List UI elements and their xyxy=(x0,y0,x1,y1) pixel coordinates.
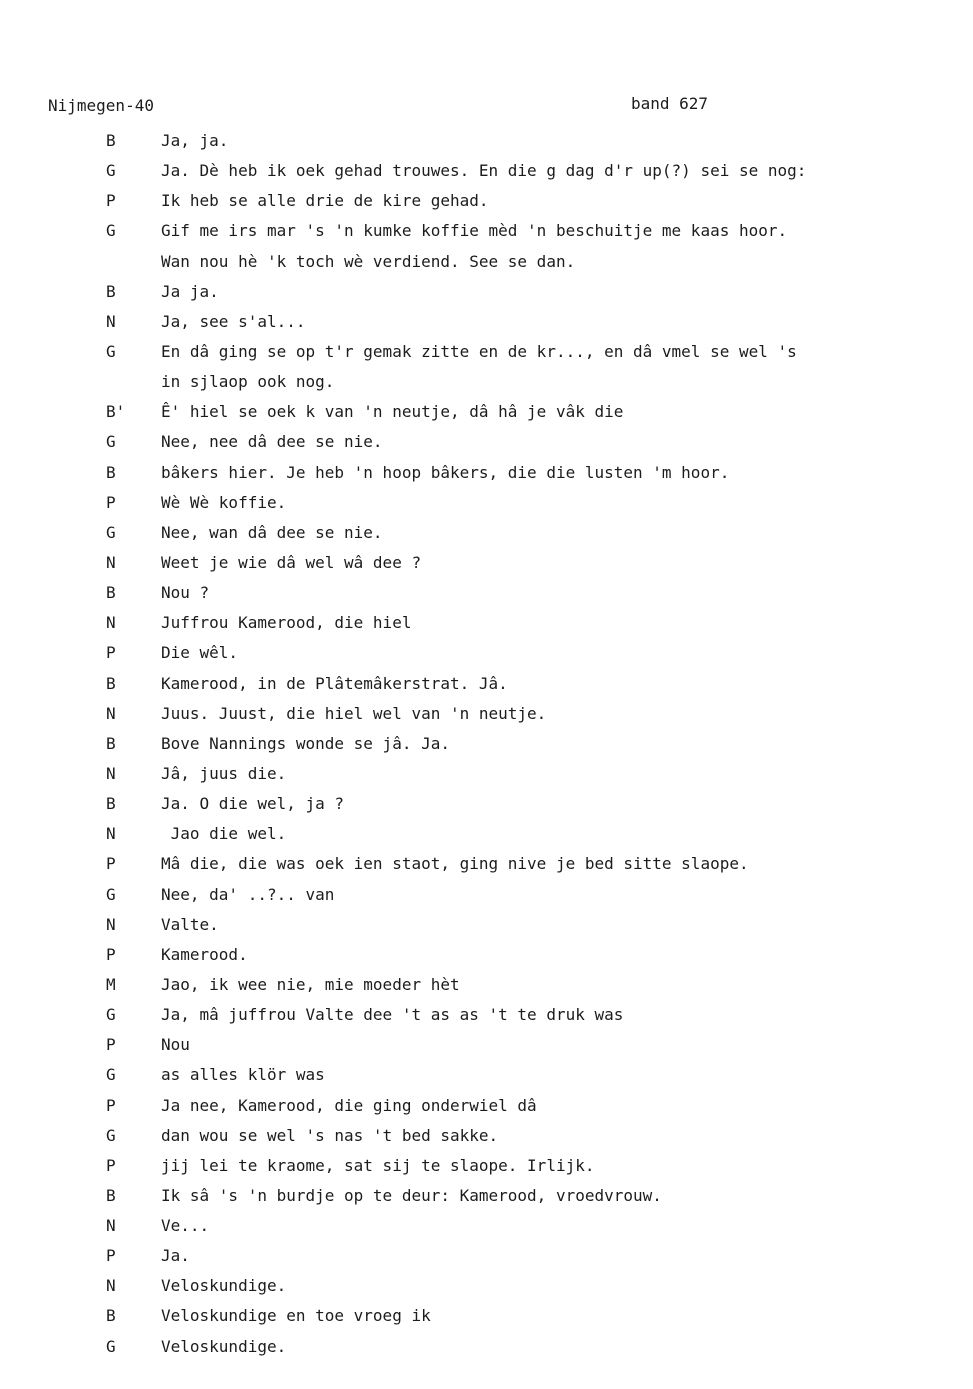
speaker-label: P xyxy=(106,1155,116,1175)
utterance-text: Die wêl. xyxy=(161,643,239,663)
transcript-line xyxy=(0,1060,973,1090)
transcript-line xyxy=(0,759,973,789)
utterance-text: Veloskundige en toe vroeg ik xyxy=(161,1306,431,1326)
transcript-line xyxy=(0,458,973,488)
speaker-label: P xyxy=(106,1095,116,1115)
speaker-label: N xyxy=(106,552,116,572)
utterance-text: Gif me irs mar 's 'n kumke koffie mèd 'n beschuitje me kaas hoor. xyxy=(161,221,788,241)
transcript-line xyxy=(0,699,973,729)
transcript-line xyxy=(0,1271,973,1301)
transcript-line xyxy=(0,819,973,849)
transcript-line xyxy=(0,427,973,457)
utterance-text: Veloskundige. xyxy=(161,1276,287,1296)
transcript-line xyxy=(0,1000,973,1030)
utterance-text: Weet je wie dâ wel wâ dee ? xyxy=(161,552,422,572)
transcript-line xyxy=(0,880,973,910)
utterance-text: dan wou se wel 's nas 't bed sakke. xyxy=(161,1125,499,1145)
speaker-label: N xyxy=(106,613,116,633)
transcript-line xyxy=(0,910,973,940)
transcript-line xyxy=(0,216,973,246)
speaker-label: B xyxy=(106,281,116,301)
utterance-text: Ja. Dè heb ik oek gehad trouwes. En die g dag d'r up(?) sei se nog: xyxy=(161,161,807,181)
speaker-label: B xyxy=(106,733,116,753)
speaker-label: P xyxy=(106,944,116,964)
utterance-text: Wan nou hè 'k toch wè verdiend. See se dan. xyxy=(161,251,576,271)
transcript-line xyxy=(0,789,973,819)
transcript-line xyxy=(0,970,973,1000)
tape-number-header: band 627 xyxy=(631,94,709,113)
transcript-line xyxy=(0,307,973,337)
speaker-label: B xyxy=(106,1185,116,1205)
utterance-text: Nee, nee dâ dee se nie. xyxy=(161,432,383,452)
utterance-text: bâkers hier. Je heb 'n hoop bâkers, die die lusten 'm hoor. xyxy=(161,462,730,482)
speaker-label: G xyxy=(106,1125,116,1145)
utterance-text: Ja, see s'al... xyxy=(161,311,306,331)
utterance-text: jij lei te kraome, sat sij te slaope. Irlijk. xyxy=(161,1155,595,1175)
speaker-label: B xyxy=(106,462,116,482)
speaker-label: N xyxy=(106,914,116,934)
speaker-label: P xyxy=(106,1246,116,1266)
speaker-label: N xyxy=(106,1276,116,1296)
transcript-line xyxy=(0,1181,973,1211)
utterance-text: Juus. Juust, die hiel wel van 'n neutje. xyxy=(161,703,547,723)
transcript-line xyxy=(0,669,973,699)
transcript-line xyxy=(0,186,973,216)
utterance-text: as alles klör was xyxy=(161,1065,325,1085)
transcript-line xyxy=(0,1241,973,1271)
speaker-label: B xyxy=(106,673,116,693)
utterance-text: Wè Wè koffie. xyxy=(161,492,287,512)
document-location-header: Nijmegen-40 xyxy=(48,96,154,115)
speaker-label: G xyxy=(106,1065,116,1085)
speaker-label: P xyxy=(106,1035,116,1055)
transcript-line xyxy=(0,397,973,427)
utterance-text: Kamerood. xyxy=(161,944,248,964)
utterance-text: Ja. xyxy=(161,1246,190,1266)
transcript-line xyxy=(0,1151,973,1181)
utterance-text: Ja nee, Kamerood, die ging onderwiel dâ xyxy=(161,1095,537,1115)
transcript-line xyxy=(0,247,973,277)
transcript-line xyxy=(0,488,973,518)
speaker-label: G xyxy=(106,221,116,241)
transcript-line xyxy=(0,518,973,548)
speaker-label: G xyxy=(106,432,116,452)
utterance-text: Jao die wel. xyxy=(161,824,287,844)
speaker-label: P xyxy=(106,492,116,512)
speaker-label: P xyxy=(106,643,116,663)
speaker-label: N xyxy=(106,311,116,331)
transcript-line xyxy=(0,367,973,397)
speaker-label: G xyxy=(106,1336,116,1356)
speaker-label: B xyxy=(106,583,116,603)
utterance-text: Nou ? xyxy=(161,583,210,603)
speaker-label: G xyxy=(106,884,116,904)
utterance-text: Jâ, juus die. xyxy=(161,763,287,783)
transcript-line xyxy=(0,638,973,668)
utterance-text: Mâ die, die was oek ien staot, ging nive je bed sitte slaope. xyxy=(161,854,749,874)
utterance-text: Ja ja. xyxy=(161,281,219,301)
speaker-label: G xyxy=(106,161,116,181)
transcript-line xyxy=(0,1332,973,1362)
transcript-lines xyxy=(0,126,973,1362)
utterance-text: Ja. O die wel, ja ? xyxy=(161,794,345,814)
transcript-line xyxy=(0,849,973,879)
transcript-line xyxy=(0,1030,973,1060)
transcript-line xyxy=(0,608,973,638)
speaker-label: G xyxy=(106,522,116,542)
utterance-text: Valte. xyxy=(161,914,219,934)
speaker-label: N xyxy=(106,1216,116,1236)
transcript-line xyxy=(0,578,973,608)
speaker-label: G xyxy=(106,1005,116,1025)
transcript-line xyxy=(0,1301,973,1331)
speaker-label: N xyxy=(106,763,116,783)
utterance-text: Nee, wan dâ dee se nie. xyxy=(161,522,383,542)
utterance-text: Ik sâ 's 'n burdje op te deur: Kamerood, vroedvrouw. xyxy=(161,1185,662,1205)
transcript-line xyxy=(0,1091,973,1121)
utterance-text: Ja, ja. xyxy=(161,131,229,150)
utterance-text: En dâ ging se op t'r gemak zitte en de kr..., en dâ vmel se wel 's xyxy=(161,341,797,361)
utterance-text: Ik heb se alle drie de kire gehad. xyxy=(161,191,489,211)
transcript-line xyxy=(0,548,973,578)
utterance-text: Ve... xyxy=(161,1216,210,1236)
transcript-line xyxy=(0,126,973,156)
utterance-text: Ja, mâ juffrou Valte dee 't as as 't te druk was xyxy=(161,1005,624,1025)
transcript-line xyxy=(0,156,973,186)
utterance-text: in sjlaop ook nog. xyxy=(161,372,335,392)
transcript-line xyxy=(0,277,973,307)
speaker-label: P xyxy=(106,854,116,874)
transcript-line xyxy=(0,1211,973,1241)
utterance-text: Ê' hiel se oek k van 'n neutje, dâ hâ je vâk die xyxy=(161,402,624,422)
utterance-text: Jao, ik wee nie, mie moeder hèt xyxy=(161,974,460,994)
transcript-line xyxy=(0,940,973,970)
transcript-line xyxy=(0,337,973,367)
speaker-label: B xyxy=(106,794,116,814)
speaker-label: N xyxy=(106,703,116,723)
utterance-text: Kamerood, in de Plâtemâkerstrat. Jâ. xyxy=(161,673,508,693)
utterance-text: Bove Nannings wonde se jâ. Ja. xyxy=(161,733,450,753)
speaker-label: B' xyxy=(106,402,126,422)
speaker-label: G xyxy=(106,341,116,361)
speaker-label: M xyxy=(106,974,116,994)
speaker-label: B xyxy=(106,1306,116,1326)
utterance-text: Veloskundige. xyxy=(161,1336,287,1356)
utterance-text: Nou xyxy=(161,1035,190,1055)
transcript-line xyxy=(0,729,973,759)
utterance-text: Nee, da' ..?.. van xyxy=(161,884,335,904)
speaker-label: B xyxy=(106,131,116,150)
speaker-label: N xyxy=(106,824,116,844)
utterance-text: Juffrou Kamerood, die hiel xyxy=(161,613,412,633)
speaker-label: P xyxy=(106,191,116,211)
transcript-line xyxy=(0,1121,973,1151)
